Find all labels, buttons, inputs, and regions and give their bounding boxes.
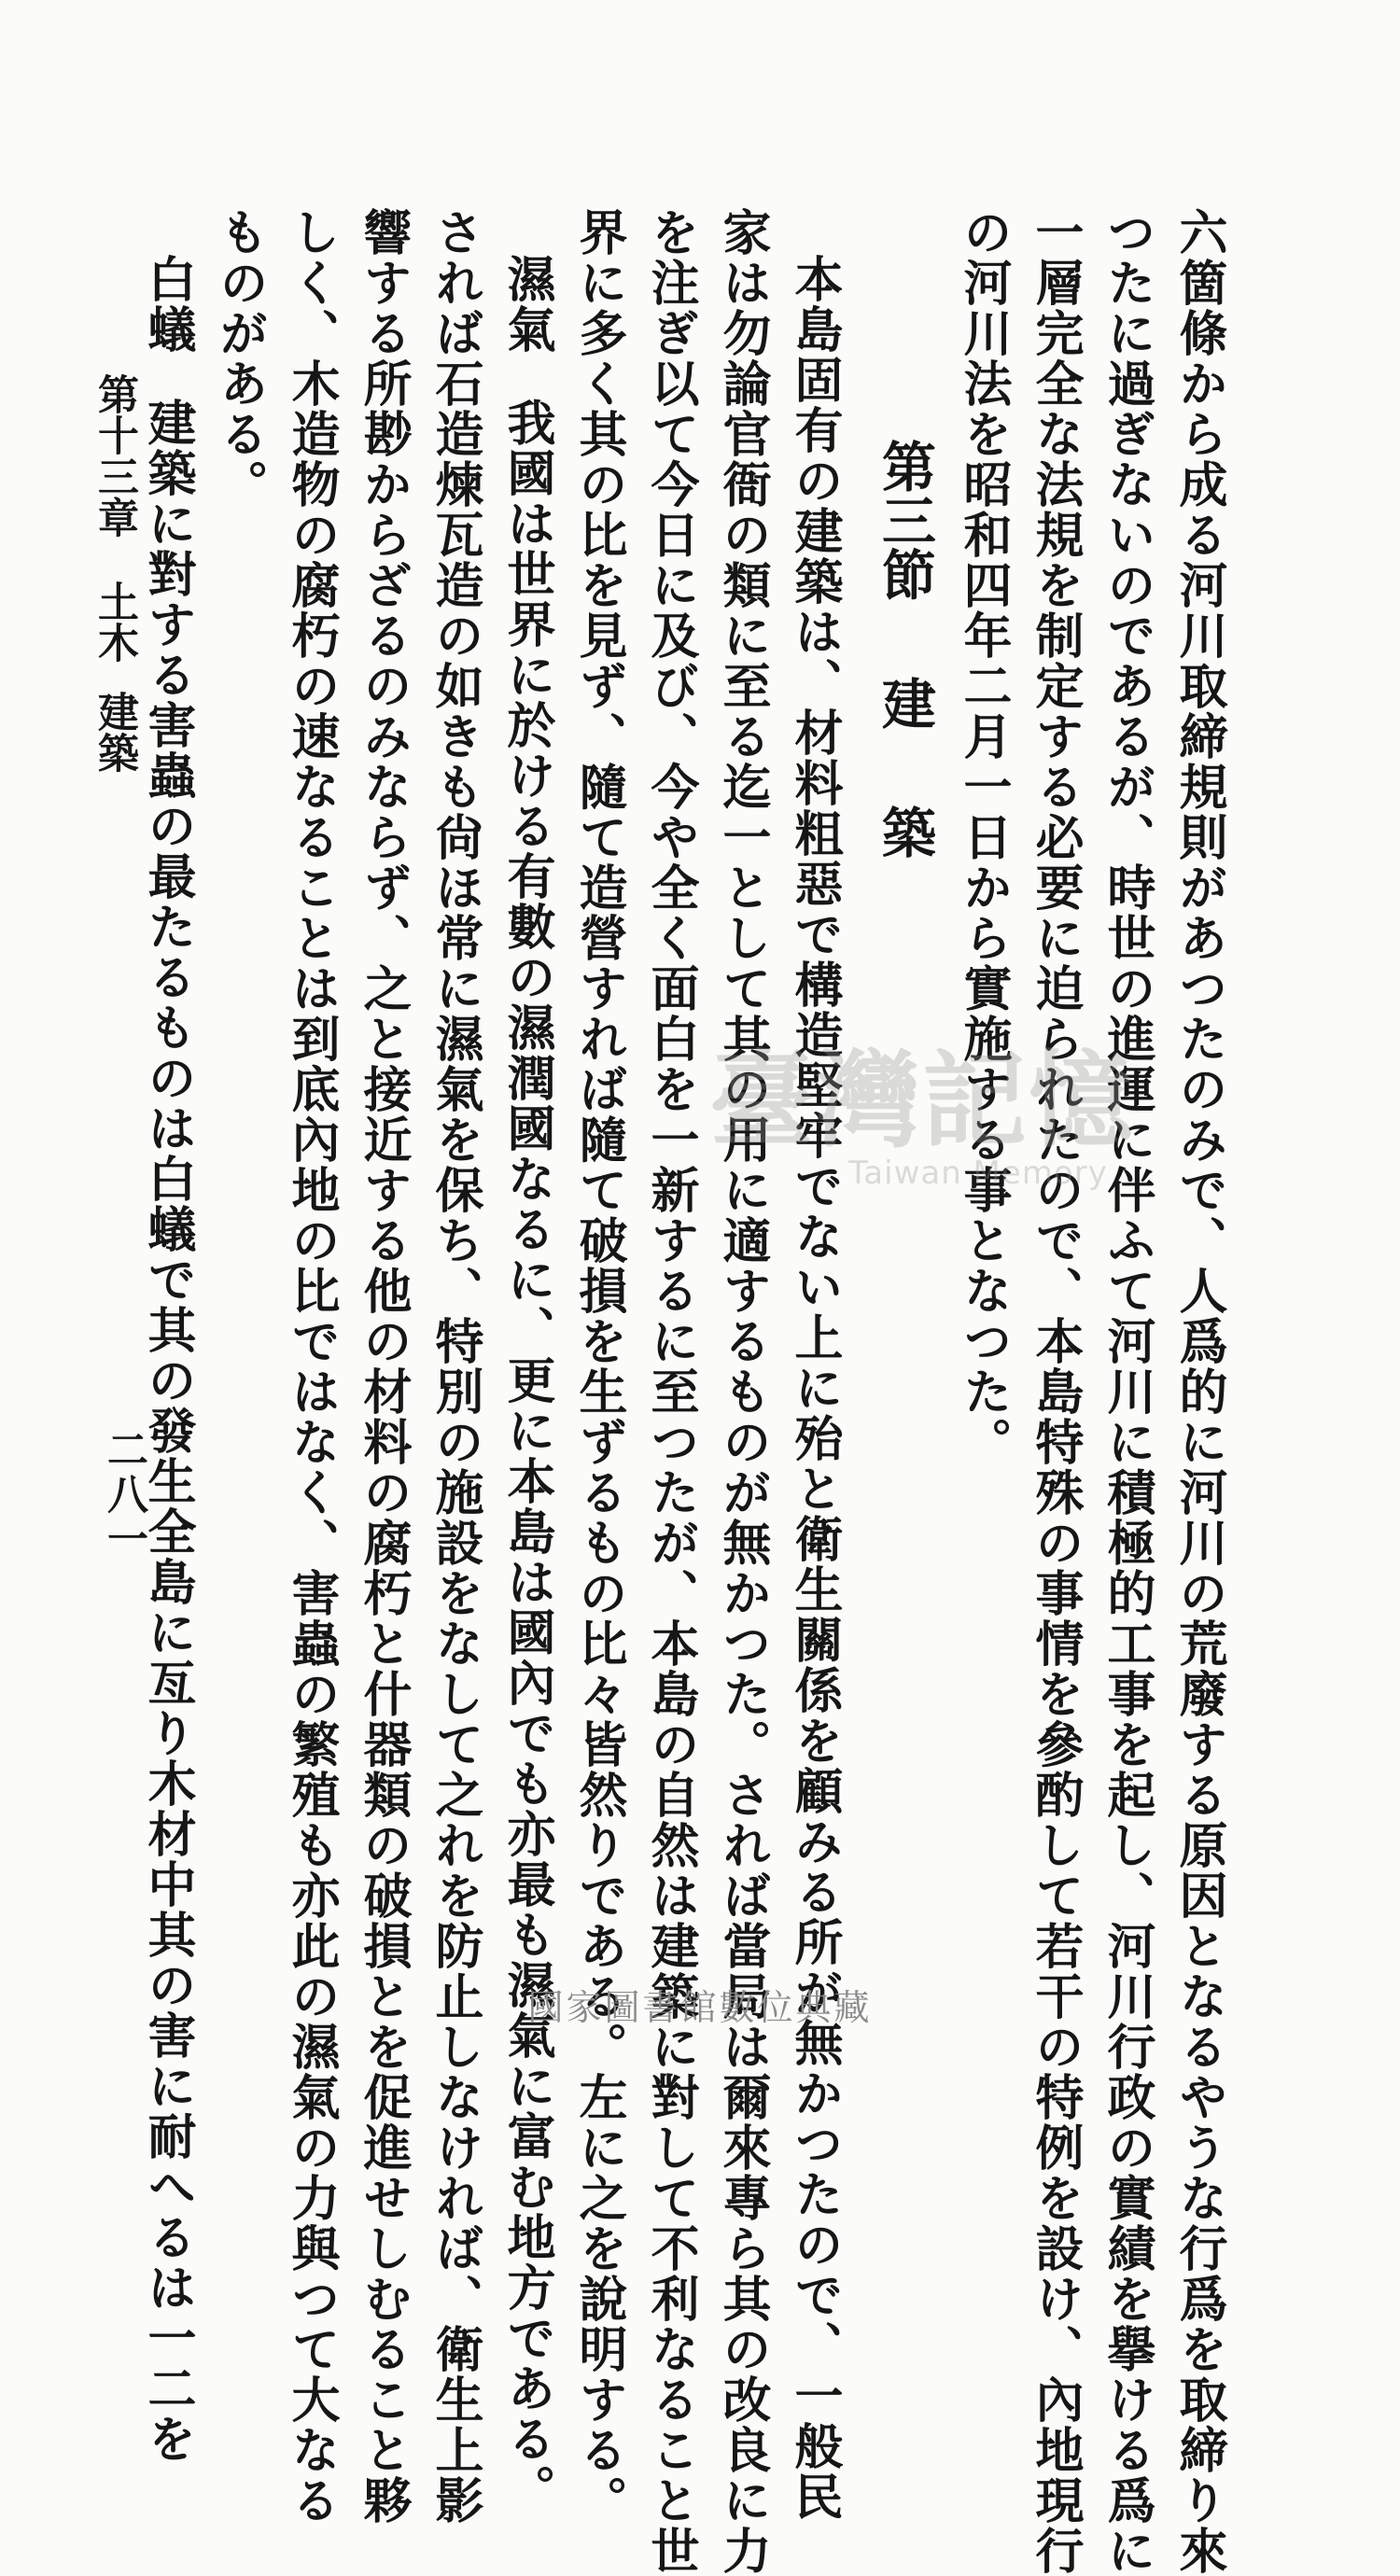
text-column-10: されば石造煉瓦造の如きも尙ほ常に濕氣を保ち、特別の施設をなして之れを防止しなければ、衛生上影	[427, 207, 483, 2526]
text-column-11: 響する所尠からざるのみならず、之と接近する他の材料の腐朽と什器類の破損とを促進せしむること夥	[355, 207, 412, 2526]
text-column-4: の河川法を昭和四年二月一日から實施する事となつた。	[955, 207, 1012, 1467]
text-column-5: 本島固有の建築は、材料粗惡で構造堅牢でない上に殆と衛生關係を顧みる所が無かつたので、一般民	[786, 254, 843, 2522]
paragraph-humidity-start: 我國は世界に於ける有數の濕潤國なるに、更に本島は國內でも亦最も濕氣に富む地方である。	[498, 398, 555, 2514]
watermark-logo	[709, 1017, 1135, 1192]
text-column-9	[498, 254, 555, 2514]
text-column-13: ものがある。	[211, 207, 268, 510]
section-heading-char-2: 築	[873, 805, 936, 859]
running-head-chapter: 第十三章	[91, 373, 138, 538]
keyword-termite: 白蟻	[139, 254, 196, 355]
text-column-6: 家は勿論官衙の類に至る迄一として其の用に適するものが無かつた。されば當局は爾來專ら其の改良に力	[714, 207, 771, 2576]
footer-credit: 國家圖書館數位典藏	[527, 1987, 873, 2028]
section-heading-number: 第三節	[873, 439, 936, 601]
section-heading	[873, 439, 936, 859]
section-heading-char-1: 建	[873, 676, 936, 730]
watermark-english-text: Taiwan Memory	[848, 1155, 1108, 1192]
text-column-1: 六箇條から成る河川取締規則があつたのみで、人爲的に河川の荒廢する原因となるやうな行爲を取締り來	[1170, 207, 1227, 2576]
watermark-cjk-text: 臺灣記憶	[709, 1040, 1135, 1162]
running-head-topic-2: 建築	[91, 691, 138, 773]
text-column-12: しく、木造物の腐朽の速なることは到底內地の比ではなく、害蟲の繁殖も亦此の濕氣の力與つて大なる	[283, 207, 340, 2526]
page-number: 二八一	[100, 1428, 147, 1562]
text-column-8: 界に多く其の比を見ず、隨て造營すれば隨て破損を生ずるもの比々皆然りである。左に之を說明する。	[570, 207, 627, 2526]
text-column-14	[139, 254, 196, 2464]
running-head-topic-1: 土木	[91, 581, 138, 663]
running-head	[91, 373, 138, 773]
text-column-2: つたに過ぎないのであるが、時世の進運に伴ふて河川に積極的工事を起し、河川行政の實績を擧ける爲に	[1099, 207, 1155, 2576]
text-column-3: 一層完全な法規を制定する必要に迫られたので、本島特殊の事情を參酌して若干の特例を設け、內地現行	[1027, 207, 1084, 2576]
paragraph-termite-start: 建築に對する害蟲の最たるものは白蟻で其の發生全島に亙り木材中其の害に耐へるは一二を	[139, 398, 196, 2464]
text-column-7: を注ぎ以て今日に及び、今や全く面白を一新するに至つたが、本島の自然は建築に對して不利なること世	[642, 207, 699, 2576]
keyword-humidity: 濕氣	[498, 254, 555, 355]
